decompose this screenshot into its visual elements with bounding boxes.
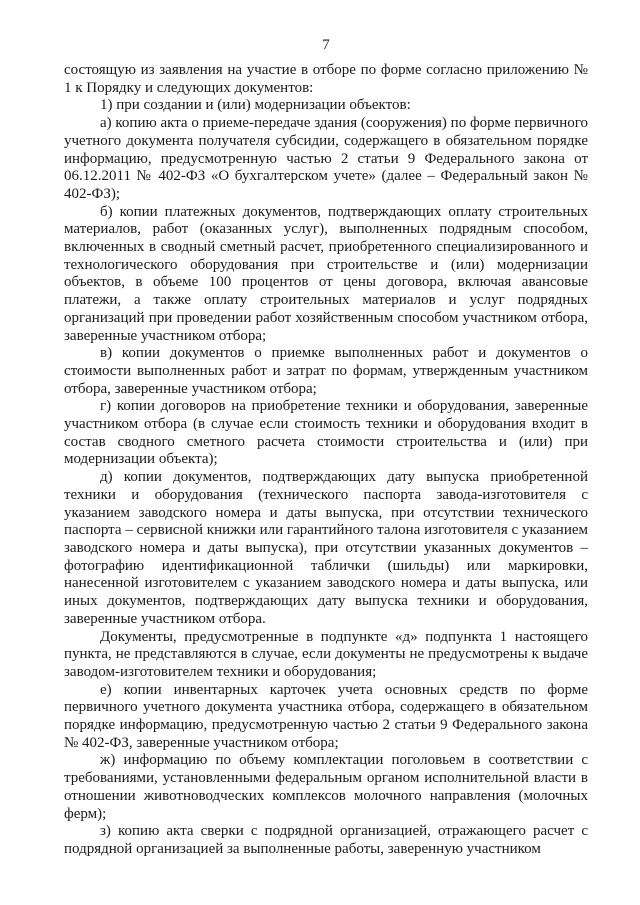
paragraph-subitem-a: а) копию акта о приеме-передаче здания (сооружения) по форме первичного учетного документа получателя субсидии, содержащего в обязательном порядке информацию, предусмотренную частью 2 статьи 9 Федерального закона от 06.12.2011 № 402-ФЗ «О бухгалтерском учете» (далее – Федеральный закон № 402-ФЗ); xyxy=(64,115,588,202)
page-number: 7 xyxy=(322,37,330,53)
paragraph-note: Документы, предусмотренные в подпункте «д» подпункта 1 настоящего пункта, не представляются в случае, если документы не предусмотрены к выдаче заводом-изготовителем техники и оборудования; xyxy=(64,628,588,680)
paragraph-subitem-zh: ж) информацию по объему комплектации поголовьем в соответствии с требованиями, установленными федеральным органом исполнительной власти в отношении животноводческих комплексов молочного направления (молочных ферм); xyxy=(64,752,588,822)
paragraph-subitem-d: д) копии документов, подтверждающих дату выпуска приобретенной техники и оборудования (технического паспорта завода-изготовителя с указанием заводского номера и даты выпуска, при отсутствии технического паспорта – сервисной книжки или гарантийного талона изготовителя с указанием заводского номера и даты выпуска), при отсутствии указанных документов – фотографию идентификационной таблички (шильды) или маркировки, нанесенной изготовителем с указанием заводского номера и даты выпуска, или иных документов, подтверждающих дату выпуска техники и оборудования, заверенные участником отбора. xyxy=(64,469,588,627)
paragraph-item-1: 1) при создании и (или) модернизации объектов: xyxy=(100,97,411,114)
paragraph-subitem-g: г) копии договоров на приобретение техники и оборудования, заверенные участником отбора (в случае если стоимость техники и оборудования входит в состав сводного сметного расчета стоимости строительства и (или) при модернизации объекта); xyxy=(64,398,588,468)
paragraph-subitem-z: з) копию акта сверки с подрядной организацией, отражающего расчет с подрядной организацией за выполненные работы, заверенную участником xyxy=(64,823,588,857)
document-body xyxy=(64,62,588,859)
paragraph-subitem-v: в) копии документов о приемке выполненных работ и документов о стоимости выполненных работ и затрат по формам, утвержденным участником отбора, заверенные участником отбора; xyxy=(64,345,588,397)
paragraph-subitem-e: е) копии инвентарных карточек учета основных средств по форме первичного учетного документа участника отбора, содержащего в обязательном порядке информацию, предусмотренную частью 2 статьи 9 Федерального закона № 402-ФЗ, заверенные участником отбора; xyxy=(64,681,588,751)
paragraph-subitem-b: б) копии платежных документов, подтверждающих оплату строительных материалов, работ (оказанных услуг), выполненных подрядным способом, включенных в сводный сметный расчет, приобретенного специализированного и технологического оборудования при строительстве и (или) модернизации объектов, в объеме 100 процентов от цены договора, включая авансовые платежи, а также оплату строительных материалов и услуг подрядных организаций при проведении работ хозяйственным способом участником отбора, заверенные участником отбора; xyxy=(64,203,588,344)
paragraph-intro: состоящую из заявления на участие в отборе по форме согласно приложению № 1 к Порядку и следующих документов: xyxy=(64,62,588,96)
